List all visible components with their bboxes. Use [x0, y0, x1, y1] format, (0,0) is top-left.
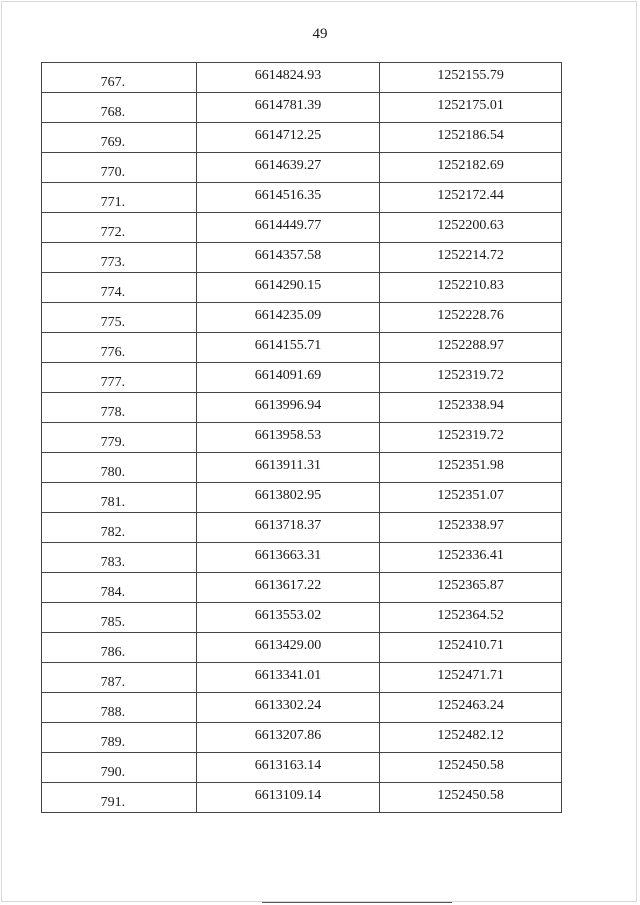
- y-coordinate-cell: 1252365.87: [380, 573, 562, 603]
- table-row: [42, 693, 562, 723]
- table-row: [42, 213, 562, 243]
- point-number-cell: 768.: [42, 93, 197, 123]
- y-coordinate-cell: 1252336.41: [380, 543, 562, 573]
- y-coordinate-cell: 1252214.72: [380, 243, 562, 273]
- table-row: [42, 423, 562, 453]
- x-coordinate-cell: 6614235.09: [196, 303, 380, 333]
- y-coordinate-cell: 1252288.97: [380, 333, 562, 363]
- y-coordinate-cell: 1252463.24: [380, 693, 562, 723]
- point-number-cell: 767.: [42, 63, 197, 93]
- x-coordinate-cell: 6614712.25: [196, 123, 380, 153]
- table-row: [42, 663, 562, 693]
- x-coordinate-cell: 6614516.35: [196, 183, 380, 213]
- table-row: [42, 633, 562, 663]
- y-coordinate-cell: 1252450.58: [380, 753, 562, 783]
- point-number-cell: 770.: [42, 153, 197, 183]
- table-row: [42, 333, 562, 363]
- y-coordinate-cell: 1252200.63: [380, 213, 562, 243]
- x-coordinate-cell: 6614781.39: [196, 93, 380, 123]
- y-coordinate-cell: 1252172.44: [380, 183, 562, 213]
- x-coordinate-cell: 6613163.14: [196, 753, 380, 783]
- x-coordinate-cell: 6614639.27: [196, 153, 380, 183]
- x-coordinate-cell: 6613996.94: [196, 393, 380, 423]
- point-number-cell: 779.: [42, 423, 197, 453]
- y-coordinate-cell: 1252228.76: [380, 303, 562, 333]
- table-row: [42, 723, 562, 753]
- point-number-cell: 774.: [42, 273, 197, 303]
- y-coordinate-cell: 1252182.69: [380, 153, 562, 183]
- page-number: 49: [312, 26, 328, 42]
- x-coordinate-cell: 6614091.69: [196, 363, 380, 393]
- point-number-cell: 788.: [42, 693, 197, 723]
- y-coordinate-cell: 1252210.83: [380, 273, 562, 303]
- table-row: [42, 363, 562, 393]
- point-number-cell: 781.: [42, 483, 197, 513]
- y-coordinate-cell: 1252450.58: [380, 783, 562, 813]
- x-coordinate-cell: 6614290.15: [196, 273, 380, 303]
- y-coordinate-cell: 1252338.94: [380, 393, 562, 423]
- x-coordinate-cell: 6613302.24: [196, 693, 380, 723]
- table-row: [42, 303, 562, 333]
- coordinates-table-body: [42, 63, 562, 813]
- x-coordinate-cell: 6613207.86: [196, 723, 380, 753]
- point-number-cell: 771.: [42, 183, 197, 213]
- table-row: [42, 783, 562, 813]
- point-number-cell: 773.: [42, 243, 197, 273]
- table-row: [42, 273, 562, 303]
- point-number-cell: 790.: [42, 753, 197, 783]
- point-number-cell: 778.: [42, 393, 197, 423]
- coordinates-table: [41, 62, 562, 813]
- point-number-cell: 785.: [42, 603, 197, 633]
- table-row: [42, 393, 562, 423]
- x-coordinate-cell: 6614357.58: [196, 243, 380, 273]
- table-row: [42, 573, 562, 603]
- x-coordinate-cell: 6613109.14: [196, 783, 380, 813]
- point-number-cell: 772.: [42, 213, 197, 243]
- point-number-cell: 791.: [42, 783, 197, 813]
- x-coordinate-cell: 6613663.31: [196, 543, 380, 573]
- point-number-cell: 784.: [42, 573, 197, 603]
- table-row: [42, 243, 562, 273]
- x-coordinate-cell: 6613617.22: [196, 573, 380, 603]
- y-coordinate-cell: 1252338.97: [380, 513, 562, 543]
- table-row: [42, 63, 562, 93]
- point-number-cell: 782.: [42, 513, 197, 543]
- point-number-cell: 777.: [42, 363, 197, 393]
- y-coordinate-cell: 1252351.98: [380, 453, 562, 483]
- table-row: [42, 93, 562, 123]
- point-number-cell: 776.: [42, 333, 197, 363]
- bottom-rule: [262, 902, 452, 903]
- x-coordinate-cell: 6614155.71: [196, 333, 380, 363]
- point-number-cell: 769.: [42, 123, 197, 153]
- y-coordinate-cell: 1252155.79: [380, 63, 562, 93]
- x-coordinate-cell: 6613341.01: [196, 663, 380, 693]
- x-coordinate-cell: 6613429.00: [196, 633, 380, 663]
- y-coordinate-cell: 1252410.71: [380, 633, 562, 663]
- table-row: [42, 123, 562, 153]
- point-number-cell: 787.: [42, 663, 197, 693]
- point-number-cell: 780.: [42, 453, 197, 483]
- table-row: [42, 153, 562, 183]
- x-coordinate-cell: 6614449.77: [196, 213, 380, 243]
- table-row: [42, 183, 562, 213]
- x-coordinate-cell: 6613958.53: [196, 423, 380, 453]
- point-number-cell: 783.: [42, 543, 197, 573]
- point-number-cell: 775.: [42, 303, 197, 333]
- y-coordinate-cell: 1252319.72: [380, 423, 562, 453]
- y-coordinate-cell: 1252351.07: [380, 483, 562, 513]
- point-number-cell: 786.: [42, 633, 197, 663]
- table-row: [42, 513, 562, 543]
- point-number-cell: 789.: [42, 723, 197, 753]
- y-coordinate-cell: 1252482.12: [380, 723, 562, 753]
- table-row: [42, 483, 562, 513]
- y-coordinate-cell: 1252471.71: [380, 663, 562, 693]
- x-coordinate-cell: 6614824.93: [196, 63, 380, 93]
- table-row: [42, 603, 562, 633]
- y-coordinate-cell: 1252186.54: [380, 123, 562, 153]
- x-coordinate-cell: 6613718.37: [196, 513, 380, 543]
- table-row: [42, 453, 562, 483]
- x-coordinate-cell: 6613802.95: [196, 483, 380, 513]
- x-coordinate-cell: 6613911.31: [196, 453, 380, 483]
- y-coordinate-cell: 1252364.52: [380, 603, 562, 633]
- table-row: [42, 543, 562, 573]
- y-coordinate-cell: 1252319.72: [380, 363, 562, 393]
- x-coordinate-cell: 6613553.02: [196, 603, 380, 633]
- y-coordinate-cell: 1252175.01: [380, 93, 562, 123]
- table-row: [42, 753, 562, 783]
